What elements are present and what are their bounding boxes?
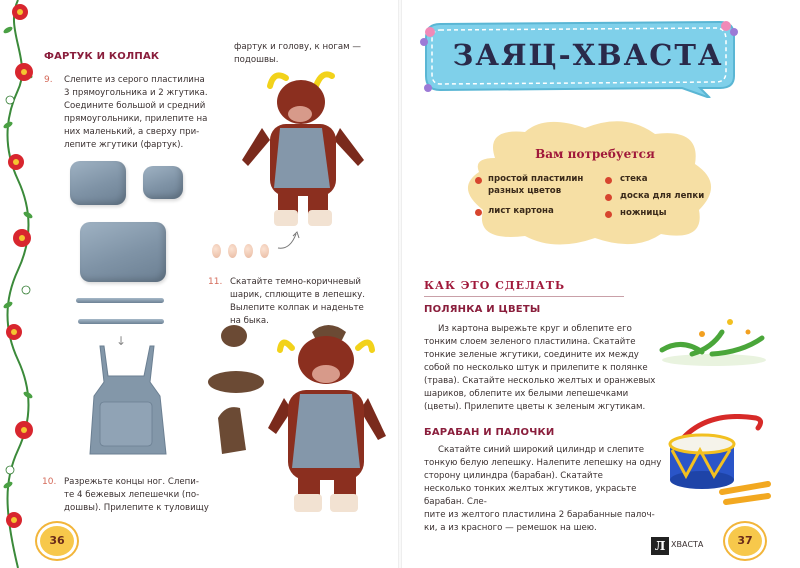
clay-rectangle-large	[80, 222, 166, 282]
step-11-number: 11.	[208, 277, 223, 287]
section-title-meadow: ПОЛЯНКА И ЦВЕТЫ	[424, 304, 541, 315]
sole-piece-1	[212, 244, 221, 258]
material-stack: стека	[620, 174, 648, 184]
section-title-apron: ФАРТУК И КОЛПАК	[44, 51, 160, 62]
step-10-number: 10.	[42, 477, 57, 487]
how-to-underline	[424, 296, 624, 297]
sole-piece-3	[244, 244, 253, 258]
arrow-down-icon: ↓	[116, 334, 127, 348]
material-board: доска для лепки	[620, 191, 705, 201]
continued-text: фартук и голову, к ногам — подошвы.	[234, 42, 361, 65]
publisher-logo: Л	[651, 537, 669, 555]
material-scissors: ножницы	[620, 208, 667, 218]
apron-assembled	[86, 342, 168, 460]
bullet-icon	[475, 209, 482, 216]
page-number-left: 36	[40, 526, 74, 556]
step-9-text: Слепите из серого пластилина 3 прямоугольника и 2 жгутика. Соедините большой и средний прямоугольники, прилепите на них маленький, а сверху при- лепите жгутики (фартук).	[64, 75, 208, 150]
step-10-text: Разрежьте концы ног. Слепи- те 4 бежевых лепешечки (по- дошвы). Прилепите к туловищу	[64, 477, 209, 513]
bull-with-apron-image	[234, 68, 372, 230]
drum-image	[664, 414, 772, 506]
bull-with-hat-image	[262, 318, 394, 514]
bullet-icon	[605, 194, 612, 201]
running-title: ХВАСТА	[671, 540, 704, 549]
clay-strip-top	[76, 298, 164, 303]
page-title: ЗАЯЦ-ХВАСТА	[452, 38, 724, 72]
meadow-text: Из картона вырежьте круг и облепите его тонким слоем зеленого пластилина. Скатайте тонкие зеленые жгутики, соедините их между собой по несколько штук и прилепите к полянке (трава). Скатайте несколько желтых и оранжевых шариков, облепите их белыми лепешечками (цветы). Прилепите цветы к зеленым жгутикам.	[424, 324, 656, 412]
step-11-text: Скатайте темно-коричневый шарик, сплющите в лепешку. Вылепите колпак и наденьте на быка.	[230, 277, 365, 326]
page-number-right: 37	[728, 526, 762, 556]
drum-text: Скатайте синий широкий цилиндр и слепите тонкую белую лепешку. Налепите лепешку на одну сторону цилиндра (барабан). Скатайте несколько тонких желтых жгутиков, украсьте барабан. Сле- пите из желтого пластилина 2 барабанные палоч- ки, а из красного — ремешок на шею.	[424, 445, 662, 533]
bullet-icon	[605, 177, 612, 184]
meadow-flowers-image	[652, 308, 770, 368]
bullet-icon	[605, 211, 612, 218]
material-cardboard: лист картона	[488, 206, 554, 216]
clay-rectangle-medium	[70, 161, 126, 205]
curved-arrow-icon	[276, 230, 302, 252]
sole-piece-2	[228, 244, 237, 258]
material-plasticine: простой пластилин разных цветов	[488, 174, 584, 196]
sole-piece-4	[260, 244, 269, 258]
clay-rectangle-small	[143, 166, 183, 199]
section-title-drum: БАРАБАН И ПАЛОЧКИ	[424, 427, 555, 438]
clay-strip-bottom	[78, 319, 164, 324]
materials-title: Вам потребуется	[535, 147, 655, 161]
how-to-heading: КАК ЭТО СДЕЛАТЬ	[424, 279, 566, 292]
step-9-number: 9.	[44, 75, 53, 85]
book-spine	[398, 0, 402, 568]
bullet-icon	[475, 177, 482, 184]
floral-border	[0, 0, 36, 568]
